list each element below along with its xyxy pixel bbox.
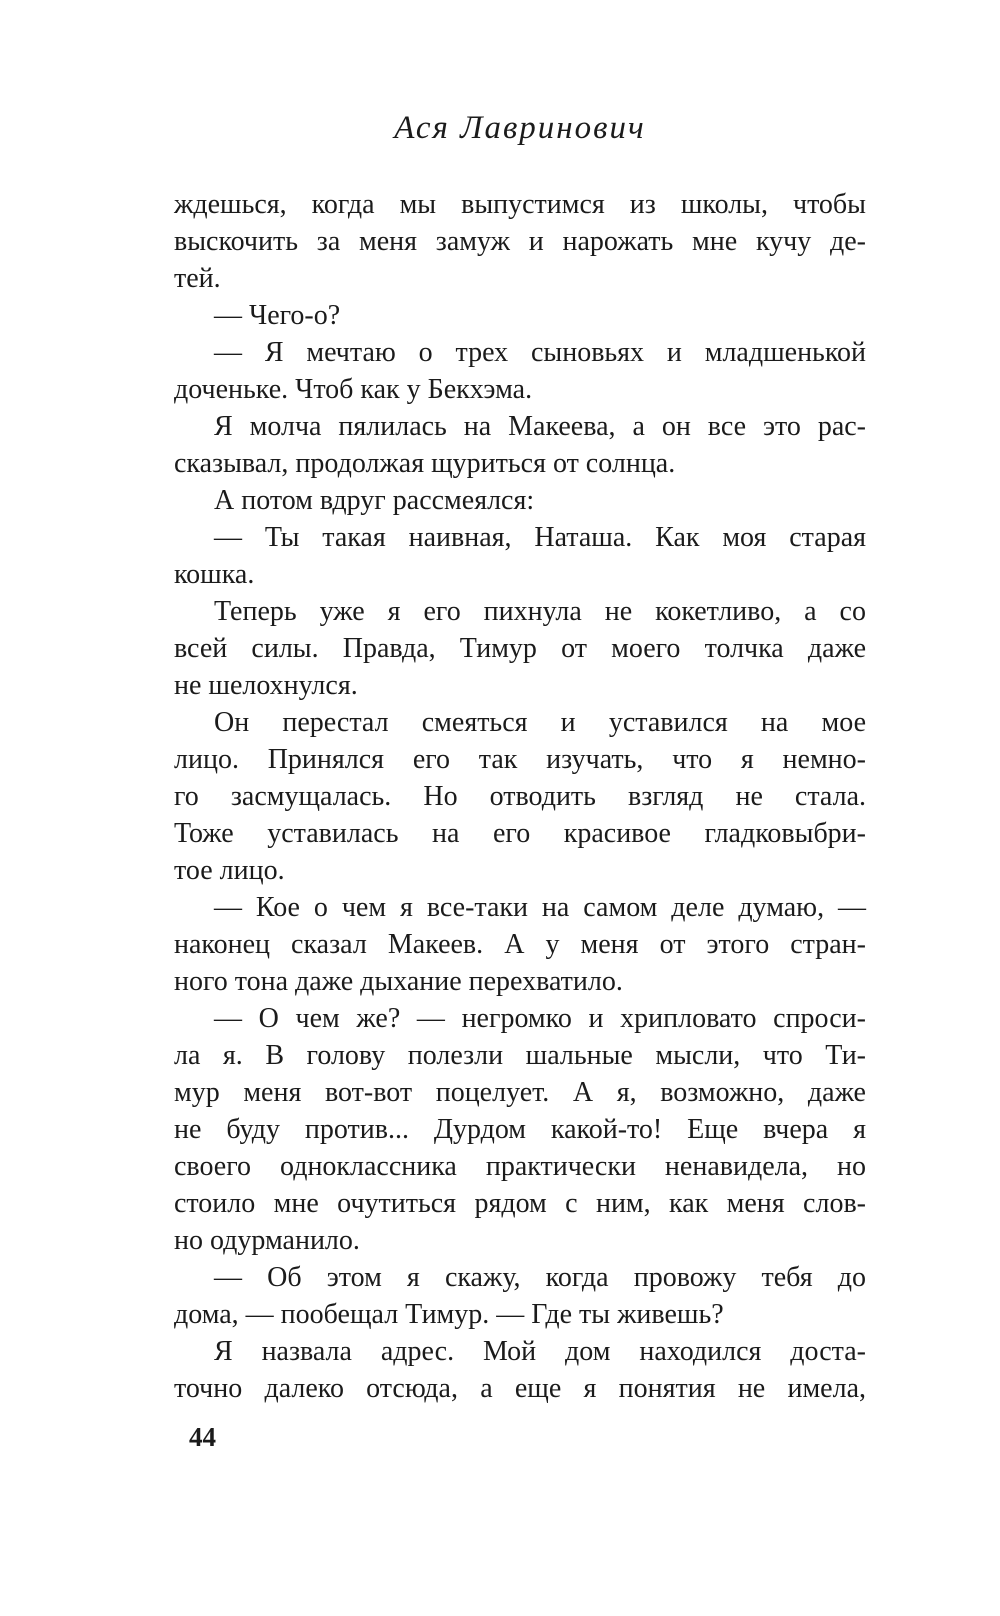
text-line: тей. bbox=[174, 263, 221, 294]
text-line: всей силы. Правда, Тимур от моего толчка даже bbox=[174, 633, 866, 664]
text-line: тое лицо. bbox=[174, 855, 285, 886]
text-line: лицо. Принялся его так изучать, что я немно- bbox=[174, 744, 866, 775]
text-line: Теперь уже я его пихнула не кокетливо, а со bbox=[214, 596, 866, 627]
text-line: не шелохнулся. bbox=[174, 670, 358, 701]
text-line: доченьке. Чтоб как у Бекхэма. bbox=[174, 374, 533, 405]
page-text bbox=[174, 186, 866, 1407]
text-line: Тоже уставилась на его красивое гладковыбри- bbox=[174, 818, 866, 849]
text-line: своего одноклассника практически ненавидела, но bbox=[174, 1151, 866, 1182]
text-line: А потом вдруг рассмеялся: bbox=[214, 485, 535, 516]
text-line: ждешься, когда мы выпустимся из школы, чтобы bbox=[174, 189, 866, 220]
text-line: — Кое о чем я все-таки на самом деле думаю, — bbox=[214, 892, 866, 923]
text-line: — Я мечтаю о трех сыновьях и младшенькой bbox=[214, 337, 866, 368]
text-line: ного тона даже дыхание перехватило. bbox=[174, 966, 623, 997]
text-line: сказывал, продолжая щуриться от солнца. bbox=[174, 448, 676, 479]
text-line: кошка. bbox=[174, 559, 255, 590]
running-header-author: Ася Лавринович bbox=[394, 110, 646, 146]
text-line: наконец сказал Макеев. А у меня от этого стран- bbox=[174, 929, 866, 960]
text-line: Я назвала адрес. Мой дом находился доста- bbox=[214, 1336, 866, 1367]
text-line: го засмущалась. Но отводить взгляд не стала. bbox=[174, 781, 866, 812]
text-line: — Об этом я скажу, когда провожу тебя до bbox=[214, 1262, 866, 1293]
text-line: дома, — пообещал Тимур. — Где ты живешь? bbox=[174, 1299, 724, 1330]
text-line: не буду против... Дурдом какой-то! Еще вчера я bbox=[174, 1114, 866, 1145]
text-line: ла я. В голову полезли шальные мысли, что Ти- bbox=[174, 1040, 866, 1071]
text-line: мур меня вот-вот поцелует. А я, возможно, даже bbox=[174, 1077, 866, 1108]
text-line: точно далеко отсюда, а еще я понятия не имела, bbox=[174, 1373, 866, 1404]
text-line: Он перестал смеяться и уставился на мое bbox=[214, 707, 866, 738]
text-line: но одурманило. bbox=[174, 1225, 360, 1256]
text-line: выскочить за меня замуж и нарожать мне кучу де- bbox=[174, 226, 866, 257]
text-line: — Ты такая наивная, Наташа. Как моя старая bbox=[214, 522, 866, 553]
text-line: Я молча пялилась на Макеева, а он все это рас- bbox=[214, 411, 866, 442]
text-line: — О чем же? — негромко и хрипловато спроси- bbox=[214, 1003, 866, 1034]
text-line: стоило мне очутиться рядом с ним, как меня слов- bbox=[174, 1188, 866, 1219]
page-number: 44 bbox=[189, 1422, 216, 1452]
text-line: — Чего-о? bbox=[214, 300, 341, 331]
